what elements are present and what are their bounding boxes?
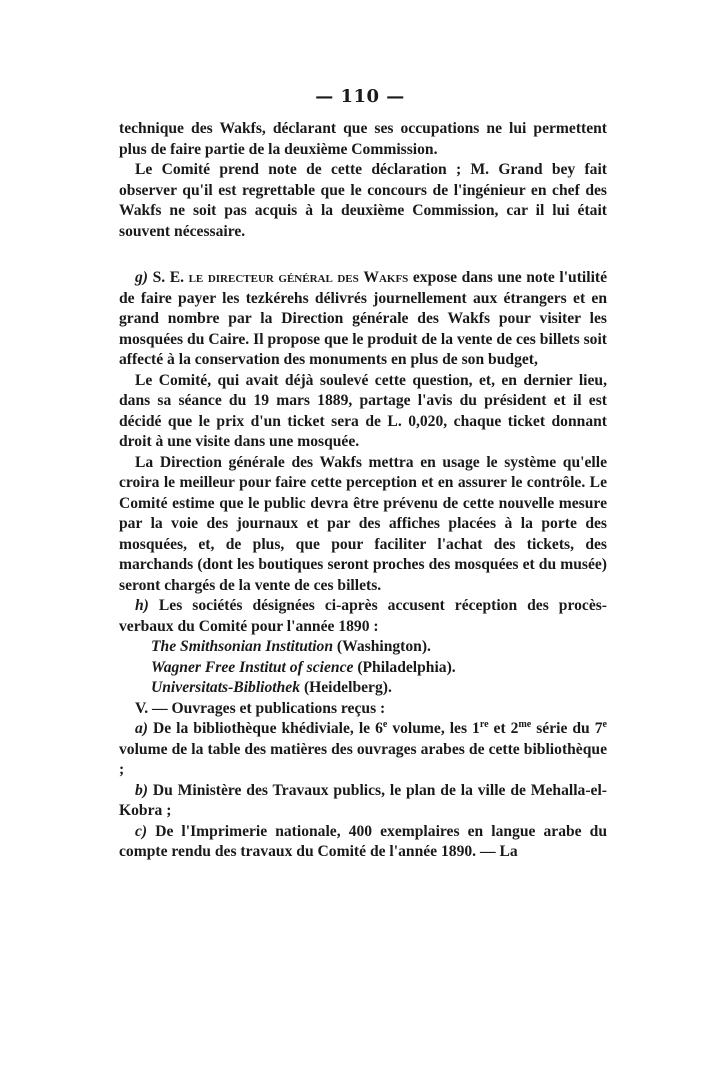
item-b-text: Du Ministère des Travaux publics, le plan de la ville de Mehalla-el-Kobra ; xyxy=(119,781,607,819)
item-g-se: S. E. xyxy=(152,269,185,286)
society-name: The Smithsonian Institution xyxy=(151,638,334,655)
society-name: Wagner Free Institut of science xyxy=(151,658,354,676)
item-a-text: De la bibliothèque khédiviale, le 6 xyxy=(153,720,383,737)
society-place: (Philadelphia). xyxy=(357,658,456,676)
item-g-title: le directeur général des xyxy=(188,269,359,286)
society-place: (Heidelberg). xyxy=(303,679,392,696)
item-g xyxy=(119,268,607,371)
paragraph-gap xyxy=(119,242,607,268)
item-a-sup: re xyxy=(479,718,489,730)
paragraph-wakfs-continued: technique des Wakfs, déclarant que ses occupations ne lui permettent plus de faire partie de la deuxième Commission. xyxy=(119,120,607,158)
item-a-sup: e xyxy=(382,718,388,730)
item-a-text: volume, les 1 xyxy=(387,720,480,737)
item-a xyxy=(119,719,607,781)
item-a-text: volume de la table des matières des ouvrages arabes de cette bibliothèque ; xyxy=(119,740,607,778)
item-h-text: Les sociétés désignées ci-après accusent réception des procès-verbaux du Comité pour l'année 1890 : xyxy=(119,597,608,635)
item-h-letter: h) xyxy=(135,597,149,614)
body-text xyxy=(119,119,607,863)
paragraph-direction-generale: La Direction générale des Wakfs mettra en usage le système qu'elle croira le meilleur pour faire cette perception et en assurer le contrôle. Le Comité estime que le public devra être prévenu de cette nouvelle mesure par la voie des journaux et par des affiches placées à la porte des mosquées, et, de plus, que pour faciliter l'achat des tickets, des marchands (dont les boutiques seront proches des mosquées et du musée) seront chargés de la vente de ces billets. xyxy=(119,453,607,594)
item-b-letter: b) xyxy=(135,781,148,799)
item-a-text: et 2 xyxy=(488,720,519,737)
paragraph-comite-note: Le Comité prend note de cette déclaration ; M. Grand bey fait observer qu'il est regrettable que le concours de l'ingénieur en chef des Wakfs ne soit pas acquis à la deuxième Commission, car il lui était souvent nécessaire. xyxy=(119,161,607,240)
item-a-letter: a) xyxy=(135,720,148,737)
society-item xyxy=(151,637,607,658)
section-v-heading: V. — Ouvrages et publications reçus : xyxy=(135,699,386,717)
society-item xyxy=(151,658,607,679)
page-number: — 110 — xyxy=(315,86,405,107)
society-name: Universitats-Bibliothek xyxy=(151,679,301,696)
item-g-letter: g) xyxy=(135,269,148,286)
society-place: (Washington). xyxy=(336,638,431,655)
item-c-letter: c) xyxy=(135,822,148,840)
item-g-text: expose dans une note l'utilité de faire payer les tezkérehs délivrés journellement aux étrangers et en grand nombre par la Direction générale des Wakfs pour visiter les mosquées du Caire. Il propose que le produit de la vente de ces billets soit affecté à la conservation des monuments en plus de son budget, xyxy=(119,269,608,368)
item-b xyxy=(119,781,607,822)
item-a-text: série du 7 xyxy=(531,720,603,737)
item-c-text: De l'Imprimerie nationale, 400 exemplaires en langue arabe du compte rendu des travaux du Comité de l'année 1890. — La xyxy=(119,822,607,860)
item-a-sup: e xyxy=(602,718,607,730)
paragraph-comite-decision: Le Comité, qui avait déjà soulevé cette question, et, en dernier lieu, dans sa séance du 19 mars 1889, partage l'avis du président et il est décidé que le prix d'un ticket sera de L. 0,020, chaque ticket donnant droit à une visite dans une mosquée. xyxy=(119,371,607,450)
item-c xyxy=(119,822,607,863)
item-g-wakfs: Wakfs xyxy=(363,269,409,286)
society-item xyxy=(151,678,607,699)
item-a-sup: me xyxy=(518,718,532,730)
item-h xyxy=(119,596,607,637)
